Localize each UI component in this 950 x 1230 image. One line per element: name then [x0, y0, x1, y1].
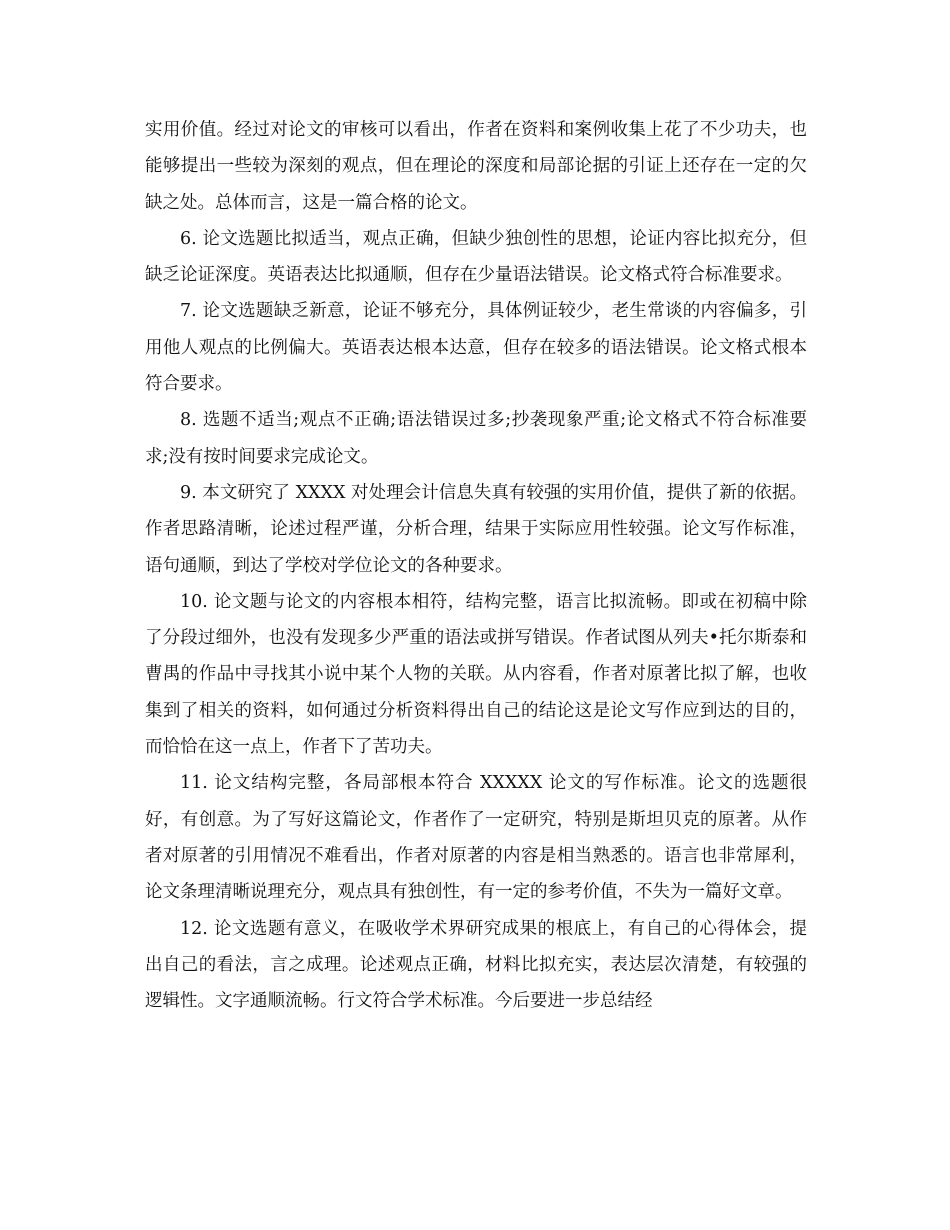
paragraph-9: 9. 本文研究了 XXXX 对处理会计信息失真有较强的实用价值，提供了新的依据。作者思路清晰，论述过程严谨，分析合理，结果于实际应用性较强。论文写作标准，语句通顺，到达了学校对学位论文的各种要求。 [145, 482, 807, 576]
paragraph-11: 11. 论文结构完整，各局部根本符合 XXXXX 论文的写作标准。论文的选题很好，有创意。为了写好这篇论文，作者作了一定研究，特别是斯坦贝克的原著。从作者对原著的引用情况不难看出，作者对原著的内容是相当熟悉的。语言也非常犀利，论文条理清晰说理充分，观点具有独创性，有一定的参考价值，不失为一篇好文章。 [145, 773, 807, 903]
paragraph-8: 8. 选题不适当;观点不正确;语法错误过多;抄袭现象严重;论文格式不符合标准要求;没有按时间要求完成论文。 [145, 410, 807, 467]
paragraph-12: 12. 论文选题有意义，在吸收学术界研究成果的根底上，有自己的心得体会，提出自己的看法，言之成理。论述观点正确，材料比拟充实，表达层次清楚，有较强的逻辑性。文字通顺流畅。行文符合学术标准。今后要进一步总结经 [145, 918, 807, 1012]
paragraph-6: 6. 论文选题比拟适当，观点正确，但缺少独创性的思想，论证内容比拟充分，但缺乏论证深度。英语表达比拟通顺，但存在少量语法错误。论文格式符合标准要求。 [145, 228, 807, 286]
paragraph-7: 7. 论文选题缺乏新意，论证不够充分，具体例证较少，老生常谈的内容偏多，引用他人观点的比例偏大。英语表达根本达意，但存在较多的语法错误。论文格式根本符合要求。 [145, 301, 807, 395]
document-body [145, 112, 807, 1019]
paragraph-continuation: 实用价值。经过对论文的审核可以看出，作者在资料和案例收集上花了不少功夫，也能够提出一些较为深刻的观点，但在理论的深度和局部论据的引证上还存在一定的欠缺之处。总体而言，这是一篇合格的论文。 [145, 120, 807, 213]
paragraph-10: 10. 论文题与论文的内容根本相符，结构完整，语言比拟流畅。即或在初稿中除了分段过细外，也没有发现多少严重的语法或拼写错误。作者试图从列夫•托尔斯泰和曹禺的作品中寻找其小说中某个人物的关联。从内容看，作者对原著比拟了解，也收集到了相关的资料，如何通过分析资料得出自己的结论这是论文写作应到达的目的，而恰恰在这一点上，作者下了苦功夫。 [145, 591, 807, 758]
